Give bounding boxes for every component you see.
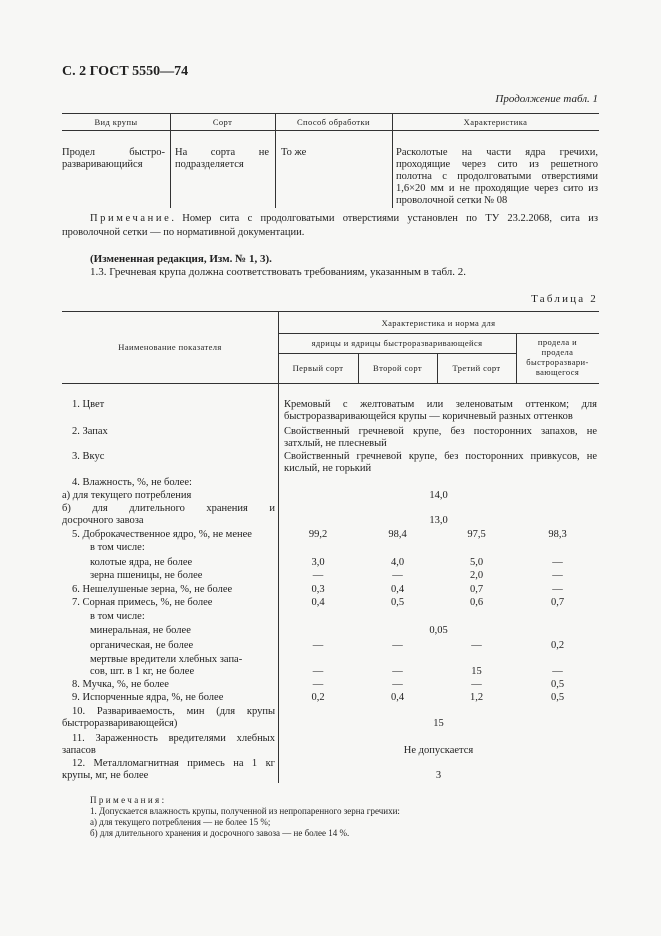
continuation-label: Продолжение табл. 1: [495, 93, 598, 105]
row-weed-value: 0,7: [550, 597, 565, 608]
table2-header-prodel: вающегося: [535, 367, 580, 377]
notes2-item: б) для длительного хранения и досрочного завоза — не более 14 %.: [90, 828, 350, 838]
table2-header-prodel: быстроразвари-: [526, 357, 589, 367]
table2-header-grade1: Первый сорт: [292, 363, 344, 373]
row-unhulled-value: 0,7: [469, 584, 484, 595]
page-header: С. 2 ГОСТ 5550—74: [62, 64, 189, 79]
row-weed-value: 0,6: [469, 597, 484, 608]
row-cooking-value: 15: [433, 718, 444, 729]
row-spoiled-value: 0,2: [311, 692, 325, 703]
row-taste-value: кислый, не горький: [284, 463, 372, 474]
row-color-value: быстроразваривающейся крупы — коричневый разных оттенков: [284, 411, 573, 422]
row-smell-value: затхлый, не плесневый: [284, 438, 387, 449]
row-unhulled-value: —: [552, 584, 563, 595]
table1-grade-line: На сорта не: [175, 147, 269, 158]
table1-kind-line: Продел быстро-: [62, 147, 165, 158]
notes2-label: Примечания:: [90, 795, 167, 805]
row-spoiled-value: 1,2: [469, 692, 484, 703]
row-pests-name: мертвые вредители хлебных запа-: [90, 654, 243, 665]
table2-header-grade2: Второй сорт: [373, 363, 422, 373]
row-mineral-name: минеральная, не более: [90, 625, 191, 636]
revision-note: (Измененная редакция, Изм. № 1, 3).: [90, 253, 272, 265]
row-wheat-value: —: [392, 570, 403, 581]
row-cooking-name: быстроразваривающейся): [62, 718, 178, 729]
table1-col-method: Способ обработки: [296, 117, 370, 127]
row-pests-name: сов, шт. в 1 кг, не более: [90, 666, 195, 677]
row-moisture-b-name: б) для длительного хранения и: [62, 503, 275, 514]
note1-line2: проволочной сетки — по нормативной документации.: [62, 227, 305, 238]
row-organic-value: —: [312, 640, 324, 651]
note1-line: [90, 213, 598, 225]
row-weed-value: 0,4: [311, 597, 325, 608]
row-infestation-name: запасов: [62, 745, 96, 756]
row-metal-value: 3: [435, 770, 442, 781]
row-color-name: 1. Цвет: [72, 399, 105, 410]
row-infestation-name: 11. Зараженность вредителями хлебных: [72, 733, 275, 744]
row-organic-value: —: [471, 640, 482, 651]
table1-characteristic-line: проволочной сетки № 08: [396, 195, 508, 206]
table1-method: То же: [281, 147, 307, 158]
row-wheat-value: —: [552, 570, 563, 581]
row-weed-name: 7. Сорная примесь, %, не более: [72, 597, 213, 608]
row-spoiled-value: 0,5: [550, 692, 565, 703]
table1-characteristic-line: полотна с продолговатыми отверстиями: [396, 171, 598, 182]
row-mineral-value: 0,05: [429, 625, 448, 636]
note1-label: Примечание: [90, 213, 172, 224]
row-pests-value: —: [312, 666, 324, 677]
table1-grade-line: подразделяется: [175, 159, 244, 170]
row-wheat-value: 2,0: [469, 570, 484, 581]
table1-kind-line: разваривающийся: [62, 159, 143, 170]
notes2-item: а) для текущего потребления — не более 15 %;: [90, 817, 271, 827]
row-cooking-name: 10. Развариваемость, мин (для крупы: [72, 706, 275, 717]
row-spoiled-name: 9. Испорченные ядра, %, не более: [72, 692, 224, 703]
row-pests-value: 15: [471, 666, 482, 677]
row-metal-name: 12. Металломагнитная примесь на 1 кг: [72, 758, 275, 769]
row-good-kernel-value: 98,3: [548, 529, 567, 540]
row-broken-kernel-name: колотые ядра, не более: [90, 557, 193, 568]
row-unhulled-value: 0,3: [311, 584, 325, 595]
table1-col-grade: Сорт: [212, 117, 233, 127]
notes2-item: 1. Допускается влажность крупы, полученной из непропаренного зерна гречихи:: [90, 806, 400, 816]
row-moisture-a-name: а) для текущего потребления: [62, 490, 192, 501]
table2-header-indicator: Наименование показателя: [118, 342, 222, 352]
row-organic-value: 0,2: [550, 640, 565, 651]
row-taste-name: 3. Вкус: [72, 451, 105, 462]
row-moisture-name: 4. Влажность, %, не более:: [72, 477, 192, 488]
row-taste-value: Свойственный гречневой крупе, без посторонних привкусов, не: [284, 451, 597, 462]
table2-title: Таблица 2: [531, 293, 598, 305]
table1-characteristic-line: Расколотые на части ядра гречихи,: [396, 147, 598, 158]
row-good-kernel-value: 97,5: [467, 529, 486, 540]
row-flour-value: —: [471, 679, 482, 690]
row-infestation-value: Не допускается: [403, 745, 474, 756]
row-good-kernel-name: 5. Доброкачественное ядро, %, не менее: [72, 529, 252, 540]
table1-characteristic-line: проходящие через сито из решетного: [396, 159, 598, 170]
row-broken-kernel-value: 5,0: [469, 557, 484, 568]
table1-characteristic-line: 1,6×20 мм и не проходящие через сито из: [396, 183, 598, 194]
row-good-kernel-value: 98,4: [388, 529, 407, 540]
row-moisture-b-value: 13,0: [429, 515, 448, 526]
row-color-value: Кремовый с желтоватым или зеленоватым оттенком; для: [284, 399, 597, 410]
row-organic-value: —: [392, 640, 403, 651]
row-broken-kernel-value: 3,0: [311, 557, 325, 568]
paragraph-1-3: 1.3. Гречневая крупа должна соответствовать требованиям, указанным в табл. 2.: [90, 266, 467, 278]
row-smell-value: Свойственный гречневой крупе, без посторонних запахов, не: [284, 426, 597, 437]
note1-text: . Номер сита с продолговатыми отверстиями установлен по ТУ 23.2.2068, сита из: [171, 213, 598, 224]
row-metal-name: крупы, мг, не более: [62, 770, 149, 781]
row-organic-name: органическая, не более: [90, 640, 194, 651]
row-weed-sub: в том числе:: [90, 611, 145, 622]
row-flour-name: 8. Мучка, %, не более: [72, 679, 169, 690]
row-moisture-a-value: 14,0: [429, 490, 448, 501]
row-flour-value: —: [312, 679, 324, 690]
table2-header-kernel-group: ядрицы и ядрицы быстроразваривающейся: [311, 338, 483, 348]
table2-header-char-norm: Характеристика и норма для: [381, 318, 496, 328]
row-wheat-name: зерна пшеницы, не более: [90, 570, 203, 581]
row-pests-value: —: [552, 666, 563, 677]
table2-header-prodel: продела: [541, 347, 574, 357]
row-good-kernel-sub: в том числе:: [90, 542, 145, 553]
row-broken-kernel-value: 4,0: [390, 557, 405, 568]
row-broken-kernel-value: —: [552, 557, 563, 568]
row-flour-value: 0,5: [550, 679, 565, 690]
table1-col-characteristic: Характеристика: [463, 117, 528, 127]
row-smell-name: 2. Запах: [72, 426, 108, 437]
table1-col-kind: Вид крупы: [94, 117, 138, 127]
row-weed-value: 0,5: [390, 597, 405, 608]
row-moisture-b-name: досрочного завоза: [62, 515, 144, 526]
table2-header-prodel: продела и: [537, 337, 578, 347]
row-pests-value: —: [392, 666, 403, 677]
row-flour-value: —: [392, 679, 403, 690]
row-wheat-value: —: [312, 570, 324, 581]
row-unhulled-name: 6. Нешелушеные зерна, %, не более: [72, 584, 233, 595]
row-good-kernel-value: 99,2: [308, 529, 328, 540]
row-unhulled-value: 0,4: [390, 584, 405, 595]
table2-header-grade3: Третий сорт: [452, 363, 501, 373]
row-spoiled-value: 0,4: [390, 692, 405, 703]
